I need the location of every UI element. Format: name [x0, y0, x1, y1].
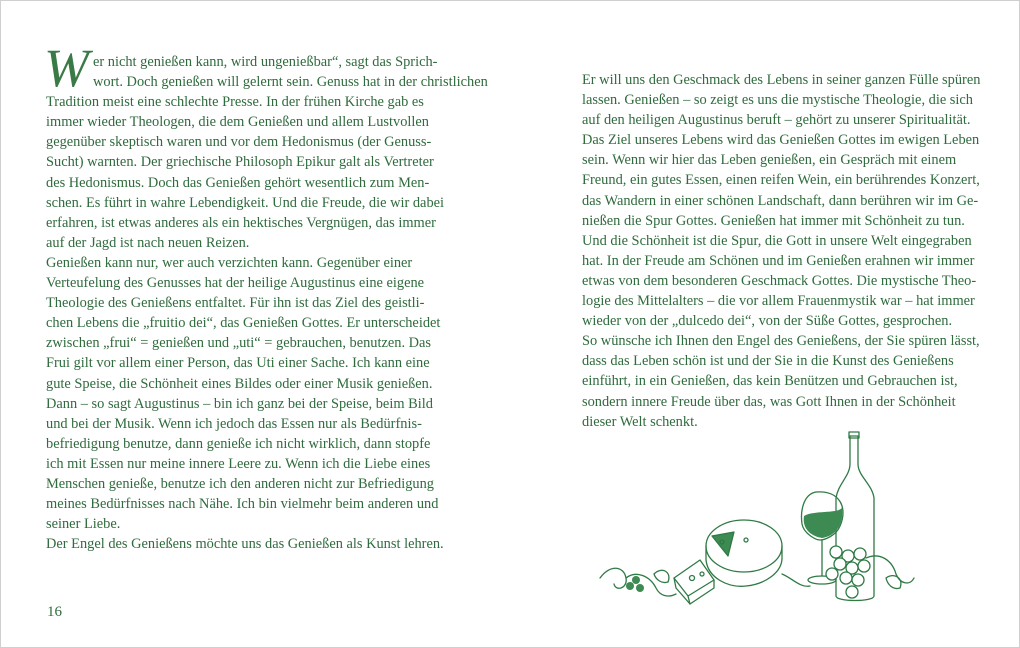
text-line: das Wandern in einer schönen Landschaft, dann berühren wir im Ge-: [582, 192, 979, 209]
text-line: Frui gilt vor allem einer Person, das Uti einer Sache. Ich kann eine: [46, 355, 430, 372]
wine-cheese-illustration: [596, 428, 918, 620]
text-line: Genießen kann nur, wer auch verzichten kann. Gegenüber einer: [46, 254, 413, 271]
grape: [834, 558, 846, 570]
grape: [840, 572, 852, 584]
drop-cap: W: [44, 38, 89, 98]
text-line: dass das Leben schön ist und der Sie in die Kunst des Genießens: [582, 353, 954, 370]
vine-tendril: [866, 556, 914, 583]
text-line: und bei der Musik. Wenn ich jedoch das Essen nur als Bedürfnis-: [46, 415, 422, 432]
grape: [626, 582, 634, 590]
right-text: [582, 70, 981, 432]
grape: [636, 584, 644, 592]
text-line: etwas von dem besonderen Geschmack Gottes. Die mystische Theo-: [582, 272, 977, 289]
text-line: gegenüber skeptisch waren und vor dem Hedonismus (der Genuss-: [46, 134, 432, 151]
grape: [852, 574, 864, 586]
text-line: chen Lebens die „fruitio dei“, das Genießen Gottes. Er unterscheidet: [46, 315, 441, 332]
text-line: Verteufelung des Genusses hat der heilige Augustinus eine eigene: [46, 275, 425, 292]
cheese-wheel: [706, 520, 782, 572]
text-line: Und die Schönheit ist die Spur, die Gott in unsere Welt eingegraben: [582, 232, 972, 249]
text-line: logie des Mittelalters – die vor allem Frauenmystik war – hat immer: [582, 293, 975, 310]
text-line: zwischen „frui“ = genießen und „uti“ = gebrauchen, benutzen. Das: [46, 335, 432, 352]
text-line: erfahren, ist etwas anderes als ein hektisches Vergnügen, das immer: [46, 214, 436, 231]
text-line: wieder von der „dulcedo dei“, von der Süße Gottes, gesprochen.: [582, 313, 953, 330]
text-line: ich mit Essen nur meine innere Leere zu. Wenn ich die Liebe eines: [46, 455, 431, 472]
text-line: Tradition meist eine schlechte Presse. In der frühen Kirche gab es: [46, 94, 424, 111]
text-line: des Hedonismus. Doch das Genießen gehört wesentlich zum Men-: [46, 174, 430, 191]
vine-leaf: [886, 576, 901, 589]
text-line: Er will uns den Geschmack des Lebens in seiner ganzen Fülle spüren: [582, 72, 981, 88]
text-line: auf der Jagd ist nach neuen Reizen.: [46, 234, 250, 251]
text-line: gute Speise, die Schönheit eines Bildes oder einer Musik genießen.: [46, 375, 433, 392]
grape: [858, 560, 870, 572]
text-line: sein. Wenn wir hier das Leben genießen, ein Gespräch mit einem: [582, 152, 957, 169]
grape: [830, 546, 842, 558]
vine-tendril: [782, 574, 810, 586]
text-line: dieser Welt schenkt.: [582, 413, 698, 430]
grape: [632, 576, 640, 584]
text-line: nießen die Spur Gottes. Genießen hat immer mit Schönheit zu tun.: [582, 212, 965, 229]
text-line: hat. In der Freude am Schönen und im Genießen erahnen wir immer: [582, 252, 975, 269]
text-line: meines Bedürfnisses nach Nähe. Ich bin vielmehr beim anderen und: [46, 496, 439, 513]
grape: [846, 586, 858, 598]
text-line: Sucht) warnten. Der griechische Philosoph Epikur galt als Vertreter: [46, 154, 434, 171]
text-line: auf den heiligen Augustinus beruft – gehört zu unserer Spiritualität.: [582, 112, 971, 129]
text-line: er nicht genießen kann, wird ungenießbar“, sagt das Sprich-: [92, 54, 438, 70]
vine-leaf: [654, 570, 669, 582]
page-number: 16: [47, 604, 62, 620]
text-line: sondern innere Freude über das, was Gott Ihnen in der Schönheit: [582, 393, 956, 410]
grape: [854, 548, 866, 560]
grape: [826, 568, 838, 580]
right-page: [582, 70, 981, 432]
text-line: schen. Es führt in wahre Lebendigkeit. Und die Freude, die wir dabei: [46, 194, 445, 211]
text-line: immer wieder Theologen, die dem Genießen und allem Lustvollen: [46, 114, 429, 131]
text-line: So wünsche ich Ihnen den Engel des Genießens, der Sie spüren lässt,: [582, 333, 980, 350]
text-line: Das Ziel unseres Lebens wird das Genießen Gottes im ewigen Leben: [582, 132, 980, 149]
text-line: lassen. Genießen – so zeigt es uns die mystische Theologie, die sich: [582, 92, 973, 109]
left-text: [44, 38, 488, 554]
vine-tendril: [600, 568, 626, 588]
text-line: Dann – so sagt Augustinus – bin ich ganz bei der Speise, beim Bild: [46, 395, 433, 412]
text-line: Menschen genieße, benutze ich den anderen nicht zur Befriedigung: [46, 475, 434, 492]
left-page: [44, 38, 488, 554]
text-line: Theologie des Genießens entfaltet. Für ihn ist das Ziel des geistli-: [46, 295, 425, 312]
text-line: einführt, in ein Genießen, das kein Benützen und Gebrauchen ist,: [582, 373, 958, 390]
text-line: wort. Doch genießen will gelernt sein. Genuss hat in der christlichen: [92, 74, 488, 91]
text-line: befriedigung benutze, dann genieße ich nicht wirklich, dann stopfe: [46, 435, 431, 452]
text-line: Der Engel des Genießens möchte uns das Genießen als Kunst lehren.: [46, 536, 444, 553]
text-line: seiner Liebe.: [46, 516, 121, 533]
text-line: Freund, ein gutes Essen, einen reifen Wein, ein berührendes Konzert,: [582, 172, 980, 189]
